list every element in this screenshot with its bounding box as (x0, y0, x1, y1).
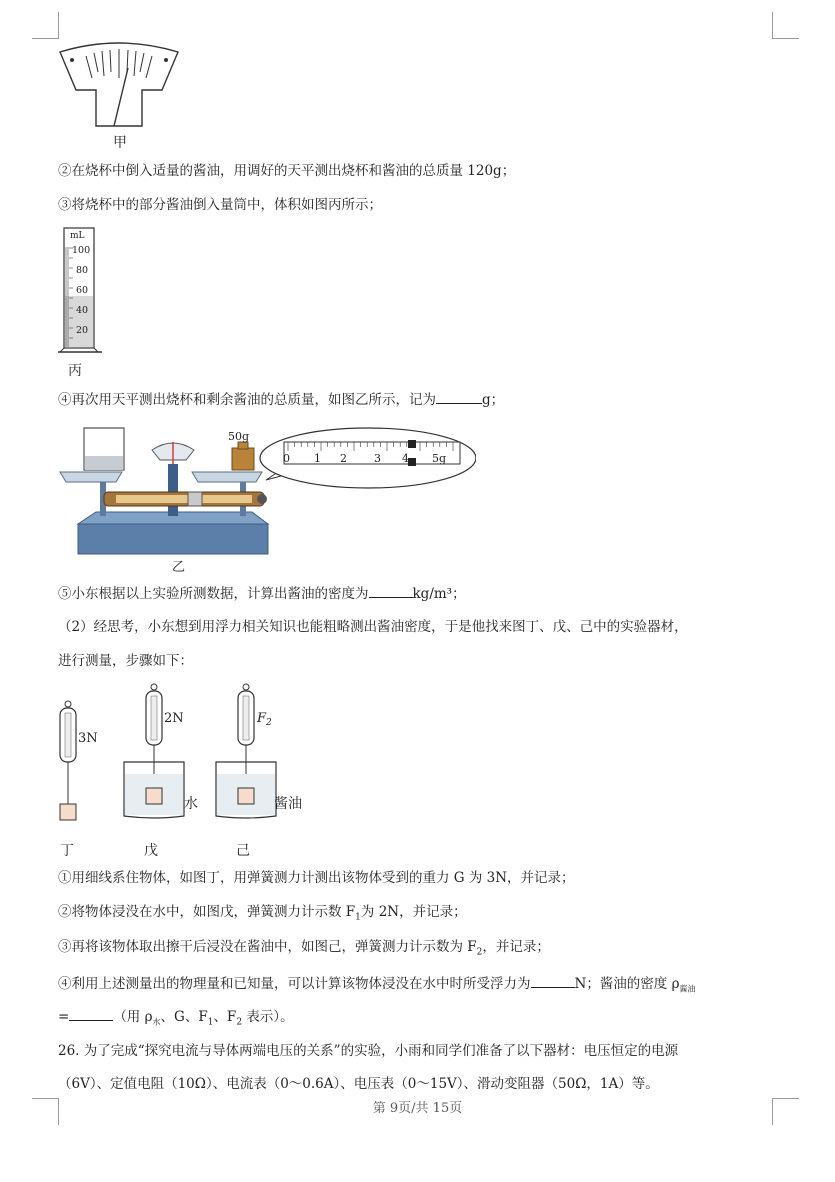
sub-step-4-rest: N；酱油的密度 ρ (574, 976, 680, 992)
figure-yi-caption: 乙 (172, 560, 186, 575)
sub-step-1: ①用细线系住物体，如图丁，用弹簧测力计测出该物体受到的重力 G 为 3N，并记录； (58, 870, 575, 886)
sub-step-3 (58, 938, 550, 962)
soy-label: 酱油 (274, 796, 302, 812)
cylinder-tick-100: 100 (72, 245, 91, 256)
question-26-line-1: 26. 为了完成“探究电流与导体两端电压的关系”的实验，小雨和同学们准备了以下器材：电压恒定的电源 (58, 1043, 679, 1059)
sub-step-4-buoyancy-blank (531, 973, 575, 988)
wu-reading: 2N (164, 711, 184, 726)
step-3: ③将烧杯中的部分酱油倒入量筒中，体积如图丙所示； (58, 197, 382, 213)
sub-step-4-expr-sub-2: 2 (236, 1017, 243, 1028)
sub-step-3-rest: ，并记录； (482, 939, 550, 955)
step-5-answer-blank (369, 583, 413, 598)
figure-yi-balance (56, 420, 476, 560)
sub-step-2-text: ②将物体浸没在水中，如图戊，弹簧测力计示数 F (58, 904, 356, 920)
ding-reading: 3N (78, 731, 98, 746)
page-footer: 第 9页/共 15页 (372, 1101, 463, 1116)
sub-step-2 (58, 903, 467, 927)
ji-reading: F (257, 711, 267, 726)
scale-tick-0: 0 (283, 452, 290, 465)
crop-mark-top-right (772, 12, 799, 39)
sub-step-4-expr-sub-1: 1 (207, 1017, 214, 1028)
step-4 (58, 389, 504, 409)
sub-step-4-expr-a: （用 ρ (113, 1009, 153, 1025)
step-4-unit: g； (482, 392, 505, 408)
sub-step-4-subscript: 酱油 (679, 984, 696, 994)
question-26-line-2: （6V）、定值电阻（10Ω）、电流表（0～0.6A）、电压表（0～15V）、滑动变阻器（50Ω，1A）等。 (58, 1076, 659, 1092)
sub-step-4-expr-b: 、G、F (160, 1009, 208, 1025)
weight-label: 50g (228, 430, 250, 443)
spring-scale-ji (216, 684, 302, 818)
sub-step-4-equals: = (58, 1009, 70, 1025)
scale-tick-3: 3 (374, 452, 381, 465)
cylinder-unit: mL (70, 231, 85, 241)
scale-tick-2: 2 (340, 452, 347, 465)
figure-bing-caption: 丙 (68, 363, 82, 379)
crop-mark-top-left (32, 12, 59, 39)
step-4-answer-blank (436, 389, 482, 404)
cylinder-tick-60: 60 (76, 285, 89, 296)
step-2: ②在烧杯中倒入适量的酱油，用调好的天平测出烧杯和酱油的总质量 120g； (58, 163, 516, 179)
step-5-unit: kg/m³； (412, 586, 466, 602)
figure-jia-caption: 甲 (113, 135, 127, 151)
step-5-text: ⑤小东根据以上实验所测数据，计算出酱油的密度为 (58, 586, 369, 602)
sub-step-4-expr-sub-water: 水 (152, 1017, 161, 1027)
sub-step-4-density-blank (69, 1006, 113, 1021)
scale-tick-4: 4 (402, 452, 409, 465)
sub-step-4 (58, 973, 696, 999)
sub-step-4-expr-c: 、F (213, 1009, 237, 1025)
figure-jia-balance-dial (56, 38, 182, 130)
figure-ji-caption: 己 (236, 843, 250, 859)
scale-tick-1: 1 (314, 452, 321, 465)
cylinder-tick-80: 80 (76, 265, 89, 276)
svg-text:F2 (256, 711, 272, 728)
sub-step-4-expr-d: 表示）。 (242, 1009, 294, 1025)
cylinder-tick-40: 40 (76, 305, 89, 316)
spring-scale-wu (124, 684, 198, 818)
sub-step-2-subscript: 1 (355, 912, 361, 923)
figure-wu-caption: 戊 (144, 843, 158, 859)
ji-reading-subscript: 2 (266, 718, 272, 728)
spring-scale-ding (60, 701, 98, 820)
sub-step-4-text: ④利用上述测量出的物理量和已知量，可以计算该物体浸没在水中时所受浮力为 (58, 976, 531, 992)
figure-ding-wu-ji-spring-scales (50, 678, 320, 828)
sub-step-4-line-2 (58, 1006, 294, 1032)
sub-step-3-subscript: 2 (476, 947, 483, 958)
water-label: 水 (184, 796, 198, 812)
scale-tick-5g: 5g (432, 452, 447, 465)
figure-bing-graduated-cylinder (56, 222, 106, 358)
step-4-text: ④再次用天平测出烧杯和剩余酱油的总质量，如图乙所示，记为 (58, 392, 436, 408)
cylinder-tick-20: 20 (76, 325, 89, 336)
step-5 (58, 583, 466, 603)
part-2-line-1: （2）经思考，小东想到用浮力相关知识也能粗略测出酱油密度，于是他找来图丁、戊、己中的实验器材， (58, 619, 688, 635)
part-2-line-2: 进行测量，步骤如下： (58, 653, 193, 669)
sub-step-2-rest: 为 2N，并记录； (360, 904, 467, 920)
figure-ding-caption: 丁 (60, 843, 74, 859)
sub-step-3-text: ③再将该物体取出擦干后浸没在酱油中，如图己，弹簧测力计示数为 F (58, 939, 477, 955)
